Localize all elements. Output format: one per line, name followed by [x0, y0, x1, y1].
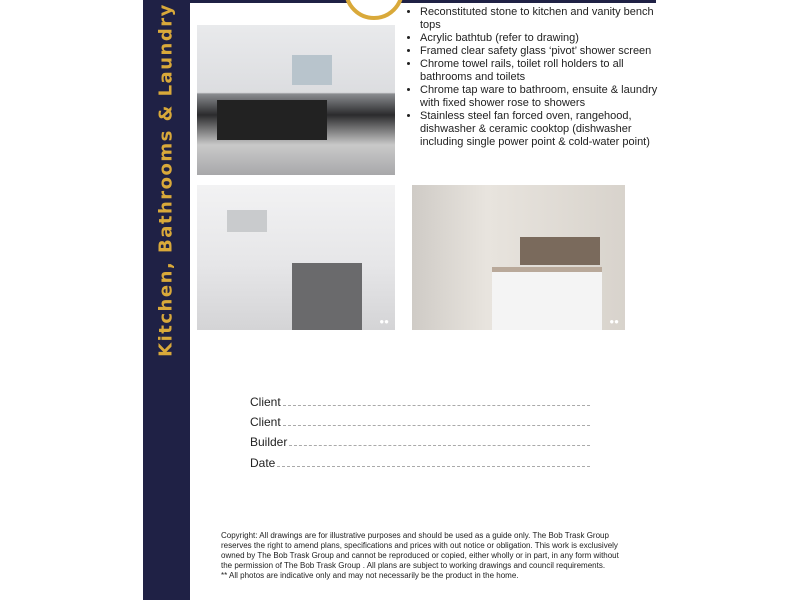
- laundry-splashback: [520, 237, 600, 265]
- feature-item: • Chrome towel rails, toilet roll holders to all bathrooms and toilets: [420, 58, 660, 84]
- signature-label: Date: [250, 456, 276, 470]
- bathroom-niche: [227, 210, 267, 232]
- signature-label: Builder: [250, 435, 288, 449]
- vanity: [292, 263, 362, 330]
- copyright-notice: [221, 531, 626, 581]
- feature-item: • Acrylic bathtub (refer to drawing): [420, 32, 660, 45]
- signature-line-client-2[interactable]: [250, 415, 590, 429]
- feature-item: • Stainless steel fan forced oven, rangehood, dishwasher & ceramic cooktop (dishwasher including single power point & cold-water point): [420, 110, 660, 149]
- features-list: [402, 6, 660, 149]
- feature-item: • Framed clear safety glass ‘pivot’ shower screen: [420, 45, 660, 58]
- kitchen-island: [217, 100, 327, 140]
- signature-label: Client: [250, 415, 281, 429]
- logo-ring: [344, 0, 404, 20]
- laundry-photo: [412, 185, 625, 330]
- photo-dots-icon: ●●: [609, 317, 619, 326]
- copyright-text: Copyright: All drawings are for illustrative purposes and should be used as a guide only. The Bob Trask Group reserves the right to amend plans, specifications and prices with out notice or obligation. This work is exclusively owned by The Bob Trask Group and cannot be reproduced or copied, either wholly or in part, in any form without the permission of The Bob Trask Group . All plans are subject to working drawings and council requirements.: [221, 531, 619, 570]
- signature-label: Client: [250, 395, 281, 409]
- laundry-cabinet: [492, 267, 602, 330]
- signature-line-client-1[interactable]: [250, 395, 590, 409]
- kitchen-window: [292, 55, 332, 85]
- signature-line-builder[interactable]: [250, 435, 590, 449]
- feature-item: • Reconstituted stone to kitchen and vanity bench tops: [420, 6, 660, 32]
- photo-disclaimer: ** All photos are indicative only and may not necessarily be the product in the home.: [221, 571, 519, 580]
- photo-dots-icon: ●●: [379, 317, 389, 326]
- header-bar: [190, 0, 656, 3]
- kitchen-photo: [197, 25, 395, 175]
- sidebar-title: Kitchen, Bathrooms & Laundry: [155, 3, 177, 357]
- bathroom-photo: [197, 185, 395, 330]
- feature-item: • Chrome tap ware to bathroom, ensuite & laundry with fixed shower rose to showers: [420, 84, 660, 110]
- signature-line-date[interactable]: [250, 456, 590, 470]
